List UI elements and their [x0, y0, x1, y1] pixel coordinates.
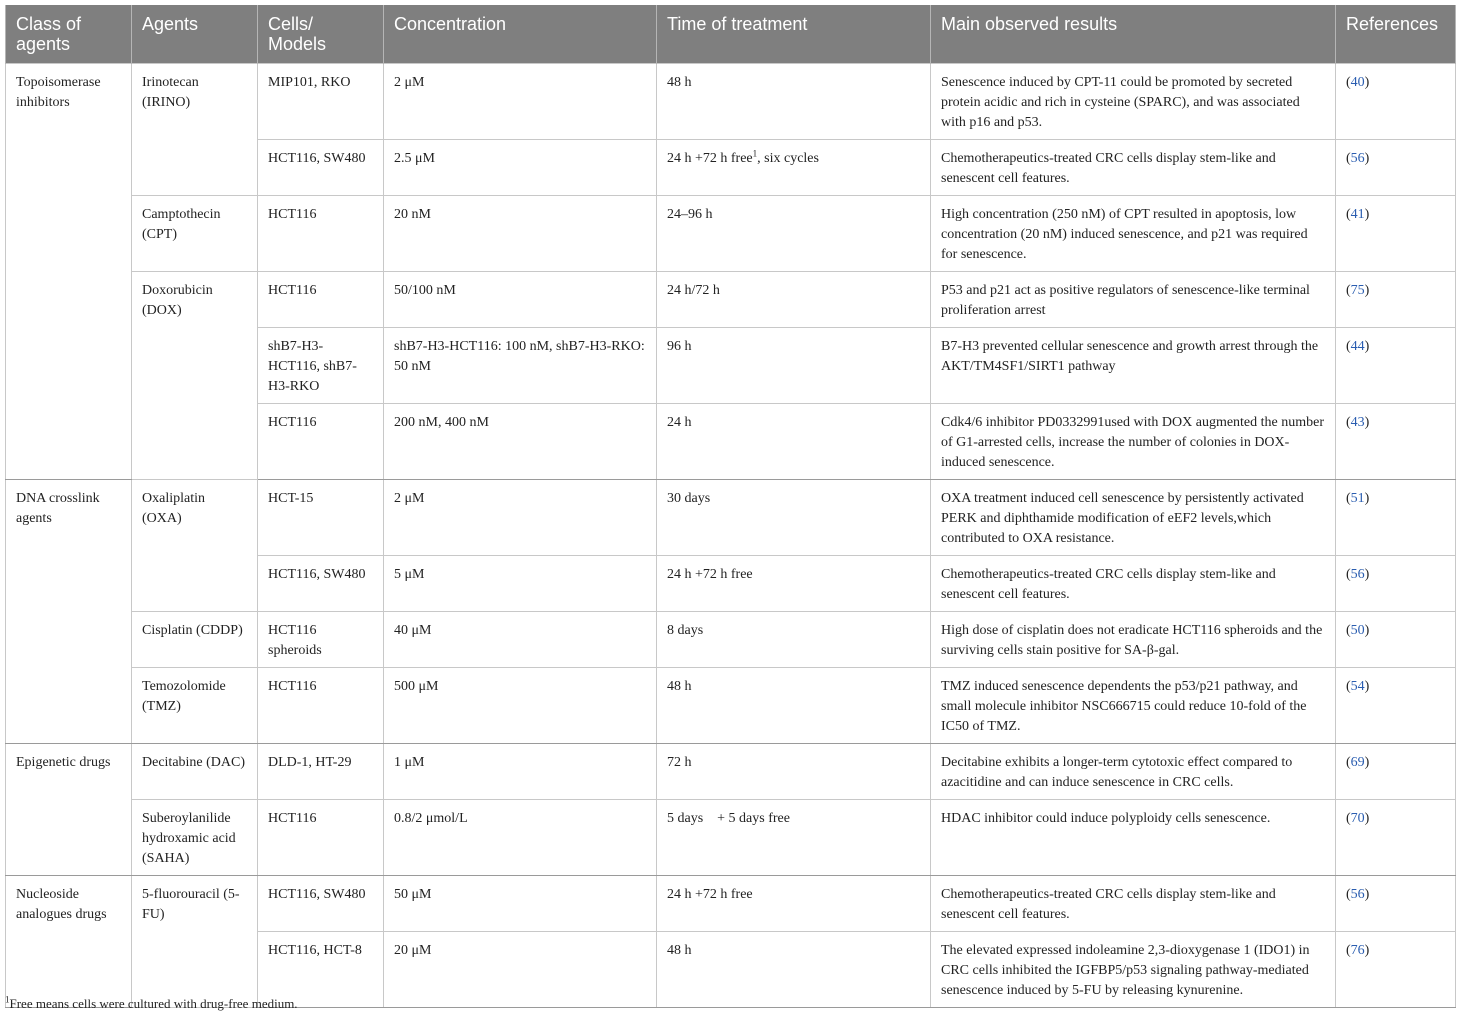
agent-cell: Camptothecin (CPT)	[132, 196, 258, 272]
concentration-cell: 20 nM	[384, 196, 657, 272]
concentration-cell: 5 μM	[384, 556, 657, 612]
concentration-cell: 0.8/2 μmol/L	[384, 800, 657, 876]
class-cell: Nucleoside analogues drugs	[6, 876, 132, 1008]
concentration-cell: 500 μM	[384, 668, 657, 744]
reference-cell: (75)	[1336, 272, 1456, 328]
result-cell: Cdk4/6 inhibitor PD0332991used with DOX augmented the number of G1-arrested cells, increase the number of colonies in DOX-induced senescence.	[931, 404, 1336, 480]
reference-link[interactable]: 54	[1350, 679, 1365, 694]
footnote-text: Free means cells were cultured with drug-free medium.	[9, 996, 298, 1011]
time-cell: 30 days	[657, 480, 931, 556]
agent-cell: Suberoylanilide hydroxamic acid (SAHA)	[132, 800, 258, 876]
result-cell: P53 and p21 act as positive regulators of senescence-like terminal proliferation arrest	[931, 272, 1336, 328]
reference-link[interactable]: 56	[1350, 151, 1365, 166]
table-row	[6, 668, 1456, 744]
time-cell: 96 h	[657, 328, 931, 404]
cells-cell: HCT116, SW480	[258, 140, 384, 196]
concentration-cell: 2 μM	[384, 64, 657, 140]
header-results: Main observed results	[931, 5, 1336, 64]
time-suffix: , six cycles	[757, 151, 819, 166]
result-cell: Chemotherapeutics-treated CRC cells display stem-like and senescent cell features.	[931, 876, 1336, 932]
header-references: References	[1336, 5, 1456, 64]
table-row	[6, 876, 1456, 932]
header-class: Class of agents	[6, 5, 132, 64]
concentration-cell: 1 μM	[384, 744, 657, 800]
footnote-marker: 1	[5, 994, 10, 1005]
result-cell: High concentration (250 nM) of CPT resulted in apoptosis, low concentration (20 nM) induced senescence, and p21 was required for senescence.	[931, 196, 1336, 272]
reference-link[interactable]: 69	[1350, 755, 1365, 770]
cells-cell: HCT116	[258, 404, 384, 480]
result-cell: Decitabine exhibits a longer-term cytotoxic effect compared to azacitidine and can induce senescence in CRC cells.	[931, 744, 1336, 800]
header-time: Time of treatment	[657, 5, 931, 64]
table-footnote	[5, 996, 298, 1012]
concentration-cell: 200 nM, 400 nM	[384, 404, 657, 480]
reference-cell: (43)	[1336, 404, 1456, 480]
result-cell: B7-H3 prevented cellular senescence and growth arrest through the AKT/TM4SF1/SIRT1 pathway	[931, 328, 1336, 404]
agent-cell: Cisplatin (CDDP)	[132, 612, 258, 668]
agent-cell: Irinotecan (IRINO)	[132, 64, 258, 196]
reference-link[interactable]: 56	[1350, 567, 1365, 582]
cells-cell: HCT116, SW480	[258, 876, 384, 932]
reference-link[interactable]: 70	[1350, 811, 1365, 826]
concentration-cell: 40 μM	[384, 612, 657, 668]
reference-link[interactable]: 44	[1350, 339, 1365, 354]
time-text: 24 h +72 h free	[667, 151, 753, 166]
reference-link[interactable]: 40	[1350, 75, 1365, 90]
cells-cell: shB7-H3-HCT116, shB7-H3-RKO	[258, 328, 384, 404]
table-row	[6, 800, 1456, 876]
agent-cell: Oxaliplatin (OXA)	[132, 480, 258, 612]
table-row	[6, 744, 1456, 800]
table-row	[6, 612, 1456, 668]
reference-link[interactable]: 56	[1350, 887, 1365, 902]
reference-cell: (56)	[1336, 556, 1456, 612]
cells-cell: HCT116	[258, 668, 384, 744]
cells-cell: HCT116	[258, 800, 384, 876]
concentration-cell: 50 μM	[384, 876, 657, 932]
agent-cell: 5-fluorouracil (5-FU)	[132, 876, 258, 1008]
time-cell: 24 h +72 h free	[657, 556, 931, 612]
reference-cell: (56)	[1336, 140, 1456, 196]
result-cell: Chemotherapeutics-treated CRC cells display stem-like and senescent cell features.	[931, 556, 1336, 612]
cells-cell: HCT116, HCT-8	[258, 932, 384, 1008]
time-cell: 24–96 h	[657, 196, 931, 272]
reference-cell: (76)	[1336, 932, 1456, 1008]
reference-cell: (44)	[1336, 328, 1456, 404]
reference-link[interactable]: 75	[1350, 283, 1365, 298]
cells-cell: DLD-1, HT-29	[258, 744, 384, 800]
agent-cell: Temozolomide (TMZ)	[132, 668, 258, 744]
class-cell: Epigenetic drugs	[6, 744, 132, 876]
reference-cell: (40)	[1336, 64, 1456, 140]
concentration-cell: shB7-H3-HCT116: 100 nM, shB7-H3-RKO: 50 nM	[384, 328, 657, 404]
class-cell: DNA crosslink agents	[6, 480, 132, 744]
result-cell: HDAC inhibitor could induce polyploidy cells senescence.	[931, 800, 1336, 876]
header-row	[6, 5, 1456, 64]
reference-cell: (69)	[1336, 744, 1456, 800]
concentration-cell: 50/100 nM	[384, 272, 657, 328]
reference-link[interactable]: 76	[1350, 943, 1365, 958]
agent-cell: Decitabine (DAC)	[132, 744, 258, 800]
table-row	[6, 480, 1456, 556]
reference-cell: (50)	[1336, 612, 1456, 668]
result-cell: TMZ induced senescence dependents the p53/p21 pathway, and small molecule inhibitor NSC666715 could reduce 10-fold of the IC50 of TMZ.	[931, 668, 1336, 744]
reference-link[interactable]: 41	[1350, 207, 1365, 222]
reference-cell: (54)	[1336, 668, 1456, 744]
senescence-table	[5, 5, 1456, 1008]
table-row	[6, 196, 1456, 272]
header-agents: Agents	[132, 5, 258, 64]
header-cells: Cells/ Models	[258, 5, 384, 64]
result-cell: OXA treatment induced cell senescence by persistently activated PERK and diphthamide modification of eEF2 levels,which contributed to OXA resistance.	[931, 480, 1336, 556]
agent-cell: Doxorubicin (DOX)	[132, 272, 258, 480]
reference-link[interactable]: 50	[1350, 623, 1365, 638]
cells-cell: HCT116, SW480	[258, 556, 384, 612]
reference-link[interactable]: 51	[1350, 491, 1365, 506]
concentration-cell: 2 μM	[384, 480, 657, 556]
time-cell: 48 h	[657, 64, 931, 140]
time-cell: 24 h +72 h free	[657, 876, 931, 932]
reference-cell: (41)	[1336, 196, 1456, 272]
time-cell: 72 h	[657, 744, 931, 800]
cells-cell: HCT116	[258, 272, 384, 328]
reference-cell: (51)	[1336, 480, 1456, 556]
header-concentration: Concentration	[384, 5, 657, 64]
cells-cell: HCT116	[258, 196, 384, 272]
reference-link[interactable]: 43	[1350, 415, 1365, 430]
time-cell: 48 h	[657, 668, 931, 744]
concentration-cell: 20 μM	[384, 932, 657, 1008]
reference-cell: (56)	[1336, 876, 1456, 932]
time-cell	[657, 140, 931, 196]
time-cell: 48 h	[657, 932, 931, 1008]
time-cell: 5 days + 5 days free	[657, 800, 931, 876]
table-row	[6, 64, 1456, 140]
result-cell: The elevated expressed indoleamine 2,3-dioxygenase 1 (IDO1) in CRC cells inhibited the IGFBP5/p53 signaling pathway-mediated senescence induced by 5-FU by releasing kynurenine.	[931, 932, 1336, 1008]
cells-cell: HCT116 spheroids	[258, 612, 384, 668]
table-row	[6, 272, 1456, 328]
time-cell: 8 days	[657, 612, 931, 668]
cells-cell: MIP101, RKO	[258, 64, 384, 140]
class-cell: Topoisomerase inhibitors	[6, 64, 132, 480]
result-cell: High dose of cisplatin does not eradicate HCT116 spheroids and the surviving cells stain positive for SA-β-gal.	[931, 612, 1336, 668]
cells-cell: HCT-15	[258, 480, 384, 556]
result-cell: Senescence induced by CPT-11 could be promoted by secreted protein acidic and rich in cysteine (SPARC), and was associated with p16 and p53.	[931, 64, 1336, 140]
concentration-cell: 2.5 μM	[384, 140, 657, 196]
time-cell: 24 h/72 h	[657, 272, 931, 328]
reference-cell: (70)	[1336, 800, 1456, 876]
time-cell: 24 h	[657, 404, 931, 480]
result-cell: Chemotherapeutics-treated CRC cells display stem-like and senescent cell features.	[931, 140, 1336, 196]
footnote-marker: 1	[752, 148, 758, 159]
